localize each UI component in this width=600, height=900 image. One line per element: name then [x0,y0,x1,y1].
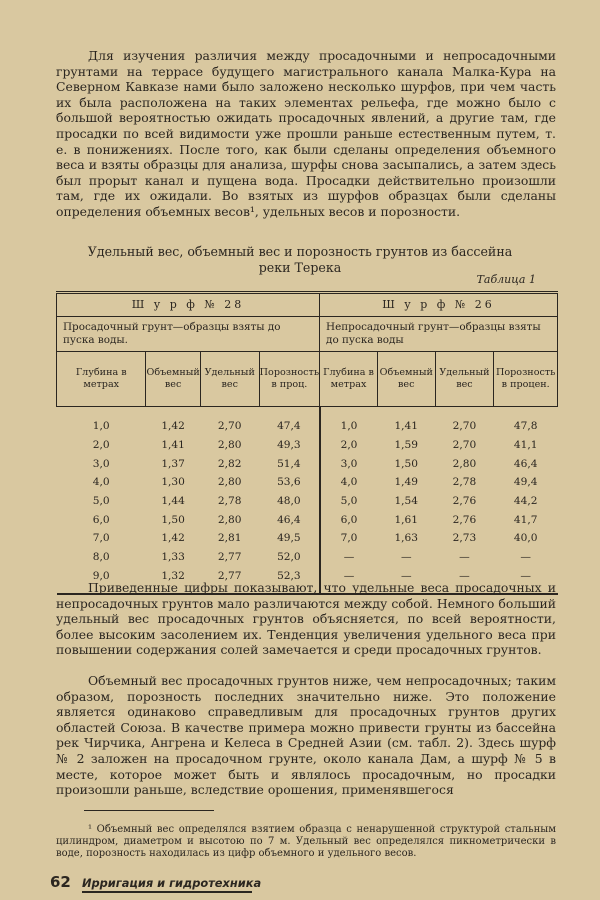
table-cell: 1,49 [394,476,419,489]
table-cell: — [459,569,470,582]
table-cell: 1,61 [394,513,419,526]
table-caption-line2: реки Терека [258,259,342,275]
table-row [57,436,558,455]
header-specific-gravity: Удельный вес [435,352,494,407]
table-cell: — [320,567,378,595]
left-pit-title: Ш у р ф № 28 [57,293,320,317]
table-cell: 2,70 [452,439,477,452]
journal-name: Ирригация и гидротехника [81,876,262,890]
table-cell: 47,8 [513,420,538,433]
right-pit-description: Непросадочный грунт—образцы взяты до пуска воды [320,317,558,352]
table-cell: 3,0 [320,454,378,473]
table-cell: 46,4 [277,513,301,526]
table-cell: — [400,551,412,564]
soil-data-table [56,291,558,595]
table-row [57,473,558,492]
table-cell: 2,78 [217,495,242,508]
table-cell: 2,80 [217,439,242,452]
table-cell: 1,50 [161,513,185,526]
bulk-density-paragraph: Объемный вес просадочных грунтов ниже, чем непросадочных; таким образом, порозность последних значительно ниже. Это положение является одинаково справедливым для просадочных грунтов других областей Союза. В качестве примера можно привести грунты из бассейна рек Чирчика, Ангрена и Келеса в Средней Азии (см. табл. 2). Здесь шурф № 2 заложен на просадочном грунте, около канала Дам, а шурф № 5 в месте, которое может быть и являлось просадочным, но просадки произошли раньше, вследствие орошения, применявшегося [56,673,556,798]
table-cell: 2,77 [217,551,242,564]
table-cell: 5,0 [92,495,110,508]
table-cell: — [520,569,531,582]
page-number: 62 [50,873,71,891]
table-cell: — [400,569,412,582]
table-cell: 49,5 [277,532,301,545]
table-cell: 49,3 [277,439,301,452]
table-cell: 2,77 [217,569,242,582]
intro-paragraph: Для изучения различия между просадочными и непросадочными грунтами на террасе будущего магистрального канала Малка-Кура на Северном Кавказе нами было заложено несколько шурфов, при чем часть их была расположена на таких элементах рельефа, где можно было с большой вероятностью ожидать просадочных явлений, а другие там, где просадки по всей видимости уже прошли раньше естественным путем, т. е. в понижениях. После того, как были сделаны определения объемного веса и взяты образцы для анализа, шурфы снова засыпались, а затем здесь был прорыт канал и пущена вода. Просадки действительно произошли там, где их ожидали. Во взятых из шурфов образцах были сделаны определения объемных весов¹, удельных весов и порозности. [56,48,556,219]
table-cell: 1,50 [394,457,419,470]
table-cell: 2,76 [452,513,477,526]
table-cell: 1,41 [394,420,419,433]
header-porosity: Порозность в проц. [259,352,319,407]
table-cell: 47,4 [277,420,301,433]
table-cell: 1,42 [161,532,185,545]
table-cell: 41,1 [513,439,538,452]
table-cell: 51,4 [277,457,301,470]
table-cell: 4,0 [320,473,378,492]
table-cell: 2,80 [217,476,242,489]
table-cell: 7,0 [320,529,378,548]
table-cell: 48,0 [277,495,301,508]
table-cell: — [459,551,470,564]
table-cell: 40,0 [513,532,538,545]
table-cell: 2,70 [452,420,477,433]
table-cell: 1,32 [161,569,185,582]
table-cell: 1,41 [161,439,185,452]
table-cell: 2,82 [217,457,242,470]
table-cell: 4,0 [92,476,110,489]
table-cell: 5,0 [320,492,378,511]
table-cell: 6,0 [320,510,378,529]
table-cell: 49,4 [513,476,538,489]
table-cell: 2,80 [452,457,477,470]
table-cell: 2,0 [92,439,110,452]
table-cell: 1,44 [161,495,185,508]
table-cell: 52,0 [277,551,301,564]
left-pit-description: Просадочный грунт—образцы взяты до пуска воды. [57,317,320,352]
table-cell: 9,0 [92,569,110,582]
header-specific-gravity: Удельный вес [200,352,259,407]
table-cell: 8,0 [92,551,110,564]
header-depth: Глубина в метрах [320,352,378,407]
table-cell: 7,0 [92,532,110,545]
header-bulk-density: Объемный вес [377,352,435,407]
table-cell: 2,78 [452,476,477,489]
table-cell: 1,63 [394,532,419,545]
table-cell: 1,59 [394,439,419,452]
table-label: Таблица 1 [476,273,536,286]
table-cell: — [520,551,531,564]
page-footer [50,872,261,891]
table-cell: 1,37 [161,457,185,470]
table-row [57,407,558,436]
table-cell: 1,0 [320,407,378,436]
table-row [57,510,558,529]
table-cell: 2,81 [217,532,242,545]
conclusion-paragraph: Приведенные цифры показывают, что удельные веса просадочных и непросадочных грунтов мало различаются между собой. Немного больший удельный вес просадочных грунтов объясняется, по всей вероятности, более высоким засолением их. Тенденция увеличения удельного веса при повышении содержания солей замечается и среди просадочных грунтов. [56,580,556,658]
table-cell: 2,70 [217,420,242,433]
table-cell: 2,73 [452,532,477,545]
table-row [57,548,558,567]
table-cell: 1,30 [161,476,185,489]
table-cell: 2,0 [320,436,378,455]
table-row [57,529,558,548]
footnote-rule [84,810,214,811]
table-cell: — [320,548,378,567]
right-pit-title: Ш у р ф № 26 [320,293,558,317]
table-cell: 1,54 [394,495,419,508]
table-cell: 52,3 [277,569,301,582]
footer-rule [82,891,252,893]
table-cell: 2,80 [217,513,242,526]
header-depth: Глубина в метрах [57,352,146,407]
table-cell: 6,0 [92,513,110,526]
table-cell: 41,7 [513,513,538,526]
table-cell: 46,4 [513,457,538,470]
table-cell: 1,33 [161,551,185,564]
header-porosity: Порозность в процен. [494,352,558,407]
table-cell: 53,6 [277,476,301,489]
table-cell: 3,0 [92,457,110,470]
table-row [57,492,558,511]
table-cell: 1,0 [92,420,110,433]
table-cell: 2,76 [452,495,477,508]
table-caption [60,244,540,275]
table-caption-line1: Удельный вес, объемный вес и порозность грунтов из бассейна [87,244,513,259]
table-cell: 1,42 [161,420,185,433]
header-bulk-density: Объемный вес [146,352,200,407]
table-row [57,454,558,473]
footnote: ¹ Объемный вес определялся взятием образца с ненарушенной структурой стальным цилиндром, диаметром и высотою по 7 м. Удельный вес определялся пикнометрически в воде, порозность находилась из цифр объемного и удельного весов. [56,824,556,860]
table-cell: 44,2 [513,495,538,508]
data-table-wrap [56,291,558,595]
